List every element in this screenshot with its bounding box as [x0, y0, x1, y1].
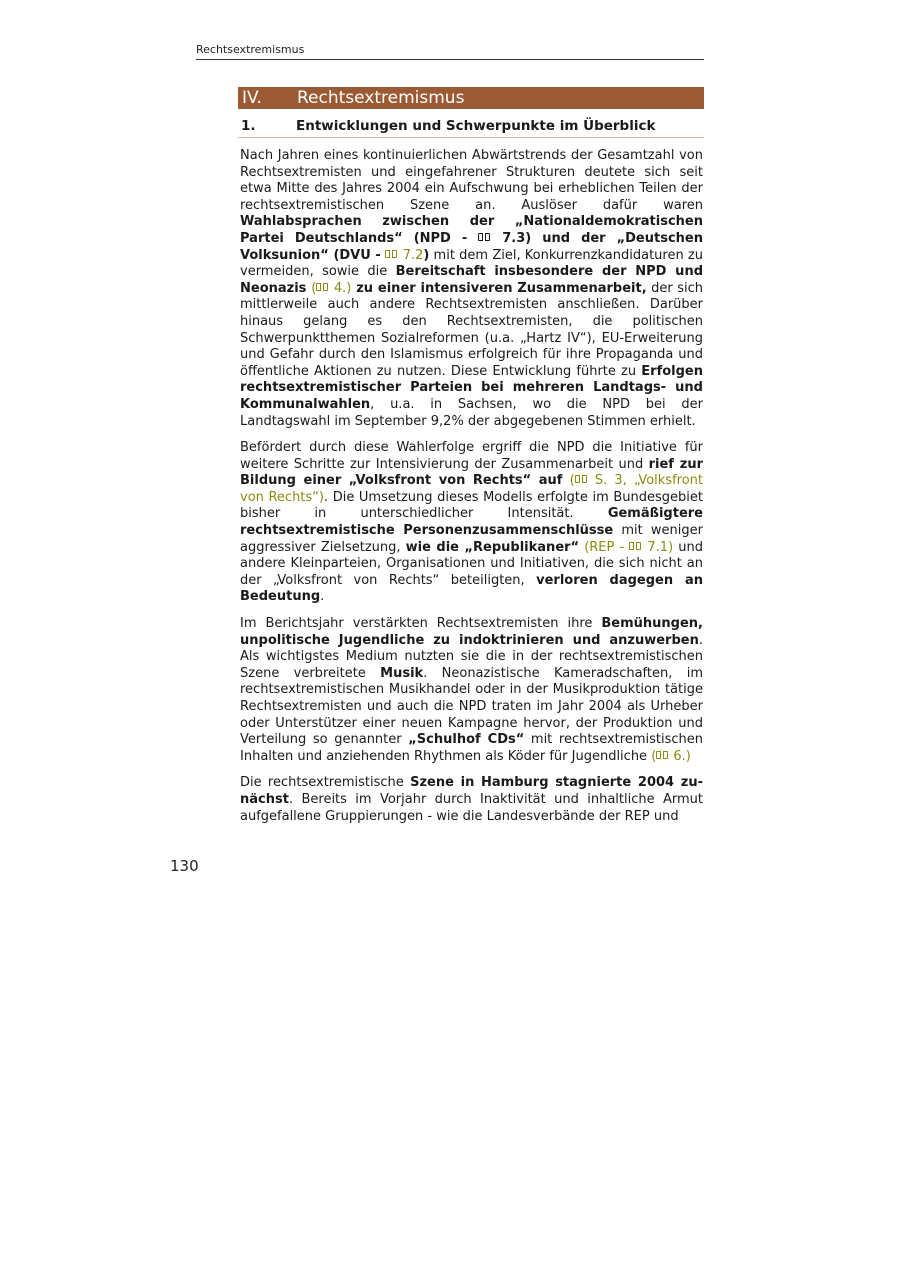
run-text: ( — [311, 280, 317, 296]
run-text: 7.3 — [502, 230, 526, 246]
run-text: ) und der „Deutschen Volksunion“ (DVU - — [240, 230, 703, 263]
cross-reference — [579, 540, 629, 555]
run-text: 4.) — [333, 280, 352, 296]
run-text: Szene in Hamburg stagnierte 2004 zunächst — [240, 775, 704, 807]
run-text: rief zur Bildung einer „Volksfront von Rechts“ auf — [240, 456, 703, 489]
run-text: Bereitschaft insbesondere der NPD und Neonazis — [240, 264, 703, 296]
run-text: mit dem Ziel, Konkurrenzkandidaturen zu vermeiden, sowie die — [240, 247, 703, 280]
run-text: . Die Umsetzung dieses Modells erfolgte im Bundesgebiet bisher in unterschiedlicher Intensität. — [240, 489, 703, 522]
cross-reference — [629, 540, 673, 555]
run-text: Erfolgen rechtsextremistischer Parteien bei mehreren Landtags- und Kommunalwahlen — [240, 363, 703, 412]
chapter-title: Rechtsextremismus — [297, 88, 465, 108]
run-text: . Bereits im Vorjahr durch Inaktivität und inhaltliche Armut aufgefallene Gruppierungen - wie die Landesverbände der REP und — [240, 791, 703, 824]
run-text: der sich mittlerweile auch andere Rechtsextremisten anschließen. Darüber hinaus gelang es den Rechtsextremisten, die politischen Schwerpunktthemen Sozialreformen (u.a. „Hartz IV“), EU-Erweiterung und Gefahr durch den Islamismus erfolgreich für ihre Propaganda und öffentliche Aktionen zu nutzen. Diese Entwicklung führte zu — [240, 280, 703, 379]
section-number: 1. — [241, 118, 256, 134]
emphasis-text — [380, 666, 423, 681]
text-run — [240, 792, 703, 824]
run-text: „Schulhof CDs“ — [408, 732, 525, 748]
run-text: mit rechtsextremistischen Inhalten und anziehenden Rhythmen als Köder für Jugendliche — [240, 732, 703, 764]
book-icon — [316, 283, 328, 293]
text-run — [240, 616, 601, 631]
run-text: Musik — [380, 665, 424, 681]
paragraph — [240, 440, 703, 606]
cross-reference — [316, 281, 351, 296]
run-text: 6.) — [673, 748, 691, 764]
book-icon — [478, 233, 490, 243]
emphasis-text — [408, 732, 524, 747]
cross-reference — [562, 473, 574, 488]
text-run — [240, 148, 703, 213]
run-text: 7.1) — [647, 539, 674, 555]
paragraph — [240, 616, 703, 765]
run-text: . — [320, 589, 325, 605]
run-text: , u.a. in Sachsen, wo die NPD bei der Landtagswahl im September 9,2% der abgegebenen Stimmen erhielt. — [240, 396, 703, 429]
run-text: Gemäßigtere rechtsextremistische Personenzusammenschlüsse — [240, 506, 703, 539]
run-text: Bemühungen, unpolitische Jugendliche zu indoktrinieren und anzuwerben — [240, 616, 703, 648]
run-text: Befördert durch diese Wahlerfolge ergriff die NPD die Initiative für weitere Schritte zur Intensivierung der Zusammenarbeit und — [240, 440, 703, 472]
run-text: . Als wichtigstes Medium nutzten sie die in der rechtsextremistischen Szene verbreitete — [240, 632, 703, 681]
run-text: wie die „Republikaner“ — [405, 539, 580, 555]
run-text: zu einer intensiveren Zusammenarbeit, — [351, 280, 647, 296]
run-text: Die rechtsextremistische — [240, 775, 411, 791]
chapter-number: IV. — [242, 88, 262, 108]
book-icon — [575, 475, 587, 485]
paragraph — [240, 775, 703, 825]
run-text: Nach Jahren eines kontinuierlichen Abwärtstrends der Gesamtzahl von Rechtsextremisten und eingefahrener Strukturen deutete sich seit etwa Mitte des Jahres 2004 ein Aufschwung bei erheblichen Teilen der rechtsextremistischen Szene an. Auslöser dafür waren — [240, 148, 703, 213]
run-text: mit weniger aggressiver Zielsetzung, — [240, 523, 703, 555]
cross-reference — [385, 248, 423, 263]
text-run — [240, 775, 410, 790]
run-text: Im Berichtsjahr verstärkten Rechtsextremisten ihre — [240, 616, 602, 632]
book-icon — [385, 250, 397, 260]
run-text: ( — [562, 473, 575, 489]
page-number: 130 — [170, 857, 199, 875]
body-text — [240, 148, 703, 835]
chapter-heading — [238, 87, 704, 109]
running-head: Rechtsextremismus — [196, 43, 704, 60]
run-text: Wahlabsprachen zwischen der „Nationaldemokratischen Partei Deutschlands“ (NPD - — [240, 214, 703, 246]
text-run — [320, 589, 324, 604]
run-text: (REP - — [579, 539, 630, 555]
book-icon — [656, 751, 668, 761]
run-text: S. 3, „Volksfront von Rechts“) — [240, 473, 703, 505]
emphasis-text — [351, 281, 646, 296]
emphasis-text — [478, 231, 525, 246]
run-text: ( — [651, 748, 657, 764]
run-text: und andere Kleinparteien, Organisationen und Initiativen, die sich nicht an der „Volksfront von Rechts“ beteiligten, — [240, 539, 703, 588]
cross-reference — [656, 749, 691, 764]
run-text: . Neonazistische Kameradschaften, im rechtsextremistischen Musikhandel oder in der Musikproduktion tätige Rechtsextremisten und auch die NPD traten im Jahr 2004 als Urheber oder Unterstützer einer neuen Kampagne hervor, der Produktion und Verteilung so genannter — [240, 665, 703, 748]
emphasis-text — [406, 540, 579, 555]
run-text: verloren dagegen an Bedeutung — [240, 572, 703, 605]
section-heading — [238, 118, 704, 138]
run-text: 7.2 — [402, 247, 424, 263]
paragraph — [240, 148, 703, 430]
book-icon — [629, 542, 641, 552]
run-text: ) — [423, 247, 430, 263]
text-run — [240, 440, 703, 472]
section-title: Entwicklungen und Schwerpunkte im Überblick — [296, 118, 656, 134]
